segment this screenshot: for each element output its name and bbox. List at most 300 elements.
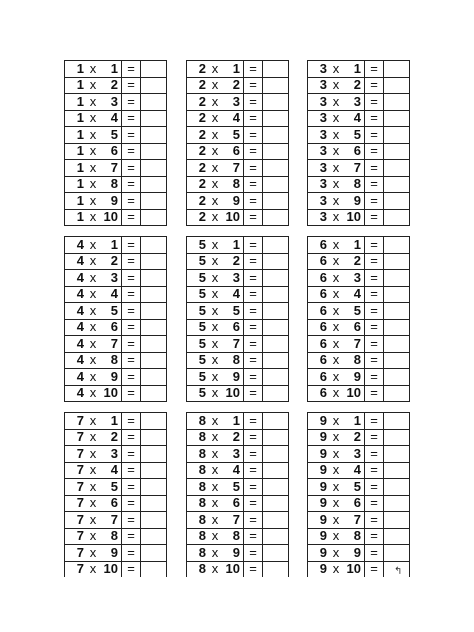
answer-box[interactable] bbox=[384, 303, 410, 320]
answer-box[interactable] bbox=[141, 143, 167, 160]
multiplier: 3 bbox=[221, 94, 244, 111]
equals-sign: = bbox=[365, 160, 384, 177]
times-sign: x bbox=[209, 336, 221, 353]
answer-box[interactable] bbox=[141, 352, 167, 369]
times-sign: x bbox=[209, 286, 221, 303]
equation-row bbox=[308, 446, 410, 463]
multiplier: 3 bbox=[342, 94, 365, 111]
answer-box[interactable] bbox=[141, 94, 167, 111]
multiplicand: 7 bbox=[65, 561, 88, 578]
answer-box[interactable] bbox=[384, 528, 410, 545]
answer-box[interactable] bbox=[384, 462, 410, 479]
times-table-9 bbox=[307, 412, 410, 578]
multiplier: 1 bbox=[342, 237, 365, 254]
multiplier: 4 bbox=[342, 110, 365, 127]
multiplier: 3 bbox=[342, 270, 365, 287]
answer-box[interactable] bbox=[141, 512, 167, 529]
times-sign: x bbox=[209, 143, 221, 160]
equation-row bbox=[308, 110, 410, 127]
answer-box[interactable] bbox=[263, 413, 289, 430]
equation-row bbox=[187, 528, 289, 545]
multiplier: 2 bbox=[221, 253, 244, 270]
multiplier: 4 bbox=[221, 286, 244, 303]
multiplier: 2 bbox=[342, 253, 365, 270]
multiplicand: 9 bbox=[308, 545, 331, 562]
times-table-1 bbox=[64, 60, 167, 226]
equals-sign: = bbox=[122, 237, 141, 254]
times-sign: x bbox=[330, 479, 342, 496]
equation-row bbox=[65, 561, 167, 578]
equals-sign: = bbox=[365, 286, 384, 303]
answer-box[interactable] bbox=[384, 512, 410, 529]
answer-box[interactable] bbox=[141, 61, 167, 78]
multiplicand: 8 bbox=[187, 495, 210, 512]
times-sign: x bbox=[87, 253, 99, 270]
multiplier: 2 bbox=[342, 77, 365, 94]
times-sign: x bbox=[87, 286, 99, 303]
times-table-2 bbox=[186, 60, 289, 226]
multiplier: 8 bbox=[99, 528, 122, 545]
answer-box[interactable] bbox=[141, 303, 167, 320]
times-sign: x bbox=[87, 61, 99, 78]
equation-row bbox=[65, 110, 167, 127]
answer-box[interactable] bbox=[141, 160, 167, 177]
equals-sign: = bbox=[365, 94, 384, 111]
answer-box[interactable] bbox=[141, 193, 167, 210]
answer-box[interactable] bbox=[384, 429, 410, 446]
multiplier: 3 bbox=[342, 446, 365, 463]
answer-box[interactable] bbox=[384, 286, 410, 303]
equals-sign: = bbox=[122, 253, 141, 270]
multiplier: 9 bbox=[99, 193, 122, 210]
multiplier: 5 bbox=[99, 127, 122, 144]
answer-box[interactable] bbox=[263, 110, 289, 127]
answer-box[interactable] bbox=[141, 385, 167, 402]
equation-row bbox=[65, 413, 167, 430]
answer-box[interactable] bbox=[141, 561, 167, 578]
answer-box[interactable] bbox=[384, 193, 410, 210]
equation-row bbox=[65, 77, 167, 94]
equation-row bbox=[308, 336, 410, 353]
times-sign: x bbox=[209, 94, 221, 111]
equation-row bbox=[308, 94, 410, 111]
multiplicand: 2 bbox=[187, 77, 210, 94]
answer-box[interactable] bbox=[263, 369, 289, 386]
answer-box[interactable] bbox=[384, 77, 410, 94]
equation-row bbox=[187, 160, 289, 177]
answer-box[interactable] bbox=[384, 336, 410, 353]
multiplier: 6 bbox=[221, 319, 244, 336]
answer-box[interactable] bbox=[141, 209, 167, 226]
equation-row bbox=[308, 545, 410, 562]
multiplier: 3 bbox=[221, 446, 244, 463]
answer-box[interactable] bbox=[141, 528, 167, 545]
multiplier: 8 bbox=[342, 528, 365, 545]
answer-box[interactable] bbox=[263, 61, 289, 78]
multiplier: 9 bbox=[342, 369, 365, 386]
times-sign: x bbox=[330, 303, 342, 320]
multiplicand: 9 bbox=[308, 446, 331, 463]
equals-sign: = bbox=[244, 352, 263, 369]
equals-sign: = bbox=[365, 413, 384, 430]
equals-sign: = bbox=[122, 143, 141, 160]
multiplicand: 2 bbox=[187, 143, 210, 160]
multiplicand: 6 bbox=[308, 336, 331, 353]
equation-row bbox=[65, 512, 167, 529]
equals-sign: = bbox=[365, 429, 384, 446]
equals-sign: = bbox=[122, 160, 141, 177]
equals-sign: = bbox=[365, 385, 384, 402]
answer-box[interactable] bbox=[384, 110, 410, 127]
multiplier: 1 bbox=[221, 61, 244, 78]
answer-box[interactable] bbox=[263, 429, 289, 446]
multiplier: 4 bbox=[221, 110, 244, 127]
equation-row bbox=[187, 94, 289, 111]
times-sign: x bbox=[87, 270, 99, 287]
times-sign: x bbox=[330, 352, 342, 369]
equals-sign: = bbox=[122, 303, 141, 320]
answer-box[interactable] bbox=[263, 545, 289, 562]
equation-row bbox=[187, 286, 289, 303]
answer-box[interactable] bbox=[384, 369, 410, 386]
equals-sign: = bbox=[122, 528, 141, 545]
answer-box[interactable] bbox=[263, 336, 289, 353]
equals-sign: = bbox=[244, 176, 263, 193]
times-sign: x bbox=[87, 528, 99, 545]
equation-row bbox=[187, 336, 289, 353]
equals-sign: = bbox=[365, 446, 384, 463]
equals-sign: = bbox=[244, 495, 263, 512]
answer-box[interactable] bbox=[141, 462, 167, 479]
answer-box[interactable] bbox=[263, 193, 289, 210]
equals-sign: = bbox=[244, 319, 263, 336]
times-sign: x bbox=[209, 110, 221, 127]
equals-sign: = bbox=[122, 545, 141, 562]
equation-row bbox=[308, 352, 410, 369]
times-sign: x bbox=[209, 270, 221, 287]
times-sign: x bbox=[330, 77, 342, 94]
answer-box[interactable] bbox=[263, 495, 289, 512]
answer-box[interactable] bbox=[263, 352, 289, 369]
equation-row bbox=[187, 270, 289, 287]
answer-box[interactable] bbox=[141, 77, 167, 94]
equation-row bbox=[187, 209, 289, 226]
multiplier: 3 bbox=[99, 446, 122, 463]
equation-row bbox=[187, 512, 289, 529]
answer-box[interactable] bbox=[384, 479, 410, 496]
answer-box[interactable] bbox=[141, 237, 167, 254]
equals-sign: = bbox=[365, 253, 384, 270]
equation-row bbox=[65, 237, 167, 254]
times-sign: x bbox=[209, 61, 221, 78]
multiplicand: 2 bbox=[187, 61, 210, 78]
answer-box[interactable] bbox=[263, 160, 289, 177]
multiplicand: 2 bbox=[187, 160, 210, 177]
times-sign: x bbox=[209, 319, 221, 336]
answer-box[interactable] bbox=[263, 77, 289, 94]
times-sign: x bbox=[330, 286, 342, 303]
equation-row bbox=[187, 237, 289, 254]
answer-box[interactable] bbox=[384, 446, 410, 463]
multiplier: 6 bbox=[99, 143, 122, 160]
times-sign: x bbox=[330, 495, 342, 512]
answer-box[interactable] bbox=[141, 545, 167, 562]
answer-box[interactable] bbox=[141, 176, 167, 193]
times-sign: x bbox=[87, 429, 99, 446]
answer-box[interactable] bbox=[384, 61, 410, 78]
equals-sign: = bbox=[244, 369, 263, 386]
answer-box[interactable] bbox=[263, 270, 289, 287]
equals-sign: = bbox=[122, 369, 141, 386]
multiplicand: 1 bbox=[65, 77, 88, 94]
multiplier: 6 bbox=[99, 319, 122, 336]
times-sign: x bbox=[209, 352, 221, 369]
answer-box[interactable] bbox=[141, 429, 167, 446]
times-sign: x bbox=[87, 413, 99, 430]
times-table-6 bbox=[307, 236, 410, 402]
multiplier: 4 bbox=[342, 462, 365, 479]
times-sign: x bbox=[209, 369, 221, 386]
equals-sign: = bbox=[244, 253, 263, 270]
answer-box[interactable] bbox=[141, 110, 167, 127]
answer-box[interactable] bbox=[263, 446, 289, 463]
multiplicand: 8 bbox=[187, 462, 210, 479]
multiplicand: 2 bbox=[187, 94, 210, 111]
multiplier: 10 bbox=[99, 385, 122, 402]
multiplicand: 9 bbox=[308, 429, 331, 446]
multiplier: 10 bbox=[342, 385, 365, 402]
equals-sign: = bbox=[365, 143, 384, 160]
page-curl-icon: ↰ bbox=[394, 566, 403, 577]
times-sign: x bbox=[209, 209, 221, 226]
times-sign: x bbox=[330, 193, 342, 210]
answer-box[interactable] bbox=[141, 270, 167, 287]
equals-sign: = bbox=[122, 495, 141, 512]
multiplier: 4 bbox=[221, 462, 244, 479]
multiplicand: 1 bbox=[65, 94, 88, 111]
multiplicand: 2 bbox=[187, 127, 210, 144]
times-sign: x bbox=[87, 385, 99, 402]
equals-sign: = bbox=[122, 209, 141, 226]
times-sign: x bbox=[330, 462, 342, 479]
answer-box[interactable] bbox=[141, 336, 167, 353]
equals-sign: = bbox=[122, 61, 141, 78]
answer-box[interactable] bbox=[263, 319, 289, 336]
times-sign: x bbox=[330, 385, 342, 402]
equation-row bbox=[187, 446, 289, 463]
equals-sign: = bbox=[244, 462, 263, 479]
equation-row bbox=[65, 270, 167, 287]
multiplier: 1 bbox=[221, 413, 244, 430]
equation-row bbox=[187, 462, 289, 479]
multiplier: 6 bbox=[221, 143, 244, 160]
answer-box[interactable] bbox=[384, 143, 410, 160]
equation-row bbox=[187, 561, 289, 578]
times-sign: x bbox=[330, 413, 342, 430]
answer-box[interactable] bbox=[384, 127, 410, 144]
equation-row bbox=[308, 176, 410, 193]
answer-box[interactable] bbox=[263, 512, 289, 529]
equals-sign: = bbox=[122, 479, 141, 496]
answer-box[interactable] bbox=[263, 303, 289, 320]
answer-box[interactable] bbox=[384, 94, 410, 111]
answer-box[interactable] bbox=[263, 253, 289, 270]
times-sign: x bbox=[209, 160, 221, 177]
answer-box[interactable] bbox=[263, 209, 289, 226]
multiplicand: 5 bbox=[187, 253, 210, 270]
multiplicand: 7 bbox=[65, 528, 88, 545]
answer-box[interactable] bbox=[384, 253, 410, 270]
equation-row bbox=[65, 336, 167, 353]
equals-sign: = bbox=[122, 385, 141, 402]
answer-box[interactable] bbox=[141, 369, 167, 386]
answer-box[interactable] bbox=[384, 545, 410, 562]
equation-row bbox=[65, 61, 167, 78]
times-sign: x bbox=[330, 160, 342, 177]
equals-sign: = bbox=[365, 495, 384, 512]
multiplier: 3 bbox=[221, 270, 244, 287]
multiplicand: 1 bbox=[65, 176, 88, 193]
times-sign: x bbox=[209, 446, 221, 463]
multiplier: 1 bbox=[99, 237, 122, 254]
equals-sign: = bbox=[122, 176, 141, 193]
times-sign: x bbox=[330, 209, 342, 226]
answer-box[interactable] bbox=[141, 495, 167, 512]
multiplicand: 5 bbox=[187, 352, 210, 369]
times-sign: x bbox=[87, 561, 99, 578]
answer-box[interactable] bbox=[384, 413, 410, 430]
equation-row bbox=[187, 495, 289, 512]
multiplier: 6 bbox=[342, 319, 365, 336]
times-sign: x bbox=[209, 127, 221, 144]
answer-box[interactable] bbox=[141, 446, 167, 463]
answer-box[interactable] bbox=[141, 413, 167, 430]
times-sign: x bbox=[87, 512, 99, 529]
times-sign: x bbox=[209, 462, 221, 479]
answer-box[interactable] bbox=[263, 176, 289, 193]
answer-box[interactable] bbox=[384, 160, 410, 177]
times-sign: x bbox=[87, 446, 99, 463]
times-sign: x bbox=[87, 495, 99, 512]
equation-row bbox=[187, 369, 289, 386]
times-table-7 bbox=[64, 412, 167, 578]
multiplicand: 1 bbox=[65, 160, 88, 177]
multiplicand: 9 bbox=[308, 561, 331, 578]
multiplicand: 6 bbox=[308, 385, 331, 402]
multiplicand: 8 bbox=[187, 512, 210, 529]
equation-row bbox=[308, 413, 410, 430]
answer-box[interactable] bbox=[384, 352, 410, 369]
times-table-4 bbox=[64, 236, 167, 402]
times-sign: x bbox=[87, 209, 99, 226]
multiplicand: 5 bbox=[187, 369, 210, 386]
answer-box[interactable] bbox=[384, 495, 410, 512]
multiplicand: 3 bbox=[308, 94, 331, 111]
times-sign: x bbox=[209, 253, 221, 270]
times-sign: x bbox=[87, 336, 99, 353]
multiplicand: 3 bbox=[308, 110, 331, 127]
answer-box[interactable] bbox=[141, 127, 167, 144]
answer-box[interactable] bbox=[384, 385, 410, 402]
equation-row bbox=[308, 77, 410, 94]
times-sign: x bbox=[209, 561, 221, 578]
equals-sign: = bbox=[122, 110, 141, 127]
equals-sign: = bbox=[365, 512, 384, 529]
answer-box[interactable] bbox=[263, 143, 289, 160]
answer-box[interactable] bbox=[384, 209, 410, 226]
multiplicand: 1 bbox=[65, 193, 88, 210]
equals-sign: = bbox=[244, 193, 263, 210]
equals-sign: = bbox=[122, 429, 141, 446]
answer-box[interactable] bbox=[141, 253, 167, 270]
equals-sign: = bbox=[365, 352, 384, 369]
answer-box[interactable] bbox=[384, 319, 410, 336]
multiplier: 1 bbox=[99, 413, 122, 430]
equals-sign: = bbox=[122, 462, 141, 479]
multiplier: 7 bbox=[342, 160, 365, 177]
multiplier: 6 bbox=[342, 495, 365, 512]
multiplier: 2 bbox=[221, 429, 244, 446]
multiplicand: 7 bbox=[65, 429, 88, 446]
answer-box[interactable] bbox=[384, 176, 410, 193]
equals-sign: = bbox=[365, 369, 384, 386]
answer-box[interactable] bbox=[263, 237, 289, 254]
multiplicand: 6 bbox=[308, 352, 331, 369]
answer-box[interactable] bbox=[263, 528, 289, 545]
equation-row bbox=[187, 77, 289, 94]
times-sign: x bbox=[330, 369, 342, 386]
times-sign: x bbox=[209, 237, 221, 254]
equation-row bbox=[308, 462, 410, 479]
answer-box[interactable] bbox=[263, 462, 289, 479]
times-sign: x bbox=[87, 127, 99, 144]
answer-box[interactable] bbox=[263, 385, 289, 402]
times-sign: x bbox=[330, 110, 342, 127]
answer-box[interactable] bbox=[263, 94, 289, 111]
answer-box[interactable] bbox=[384, 270, 410, 287]
answer-box[interactable] bbox=[263, 286, 289, 303]
equals-sign: = bbox=[244, 512, 263, 529]
multiplicand: 8 bbox=[187, 528, 210, 545]
equation-row bbox=[187, 545, 289, 562]
multiplicand: 8 bbox=[187, 446, 210, 463]
times-sign: x bbox=[87, 77, 99, 94]
times-sign: x bbox=[87, 369, 99, 386]
equals-sign: = bbox=[244, 61, 263, 78]
multiplier: 5 bbox=[221, 303, 244, 320]
equals-sign: = bbox=[365, 193, 384, 210]
multiplicand: 2 bbox=[187, 176, 210, 193]
answer-box[interactable] bbox=[263, 479, 289, 496]
answer-box[interactable] bbox=[141, 286, 167, 303]
answer-box[interactable] bbox=[141, 319, 167, 336]
equals-sign: = bbox=[244, 209, 263, 226]
equals-sign: = bbox=[365, 319, 384, 336]
equals-sign: = bbox=[122, 413, 141, 430]
equals-sign: = bbox=[244, 77, 263, 94]
answer-box[interactable] bbox=[141, 479, 167, 496]
times-table-8 bbox=[186, 412, 289, 578]
equation-row bbox=[65, 479, 167, 496]
answer-box[interactable] bbox=[263, 127, 289, 144]
equation-row bbox=[65, 462, 167, 479]
answer-box[interactable] bbox=[263, 561, 289, 578]
answer-box[interactable] bbox=[384, 237, 410, 254]
multiplier: 7 bbox=[221, 336, 244, 353]
multiplier: 8 bbox=[342, 176, 365, 193]
multiplicand: 4 bbox=[65, 253, 88, 270]
multiplier: 8 bbox=[342, 352, 365, 369]
